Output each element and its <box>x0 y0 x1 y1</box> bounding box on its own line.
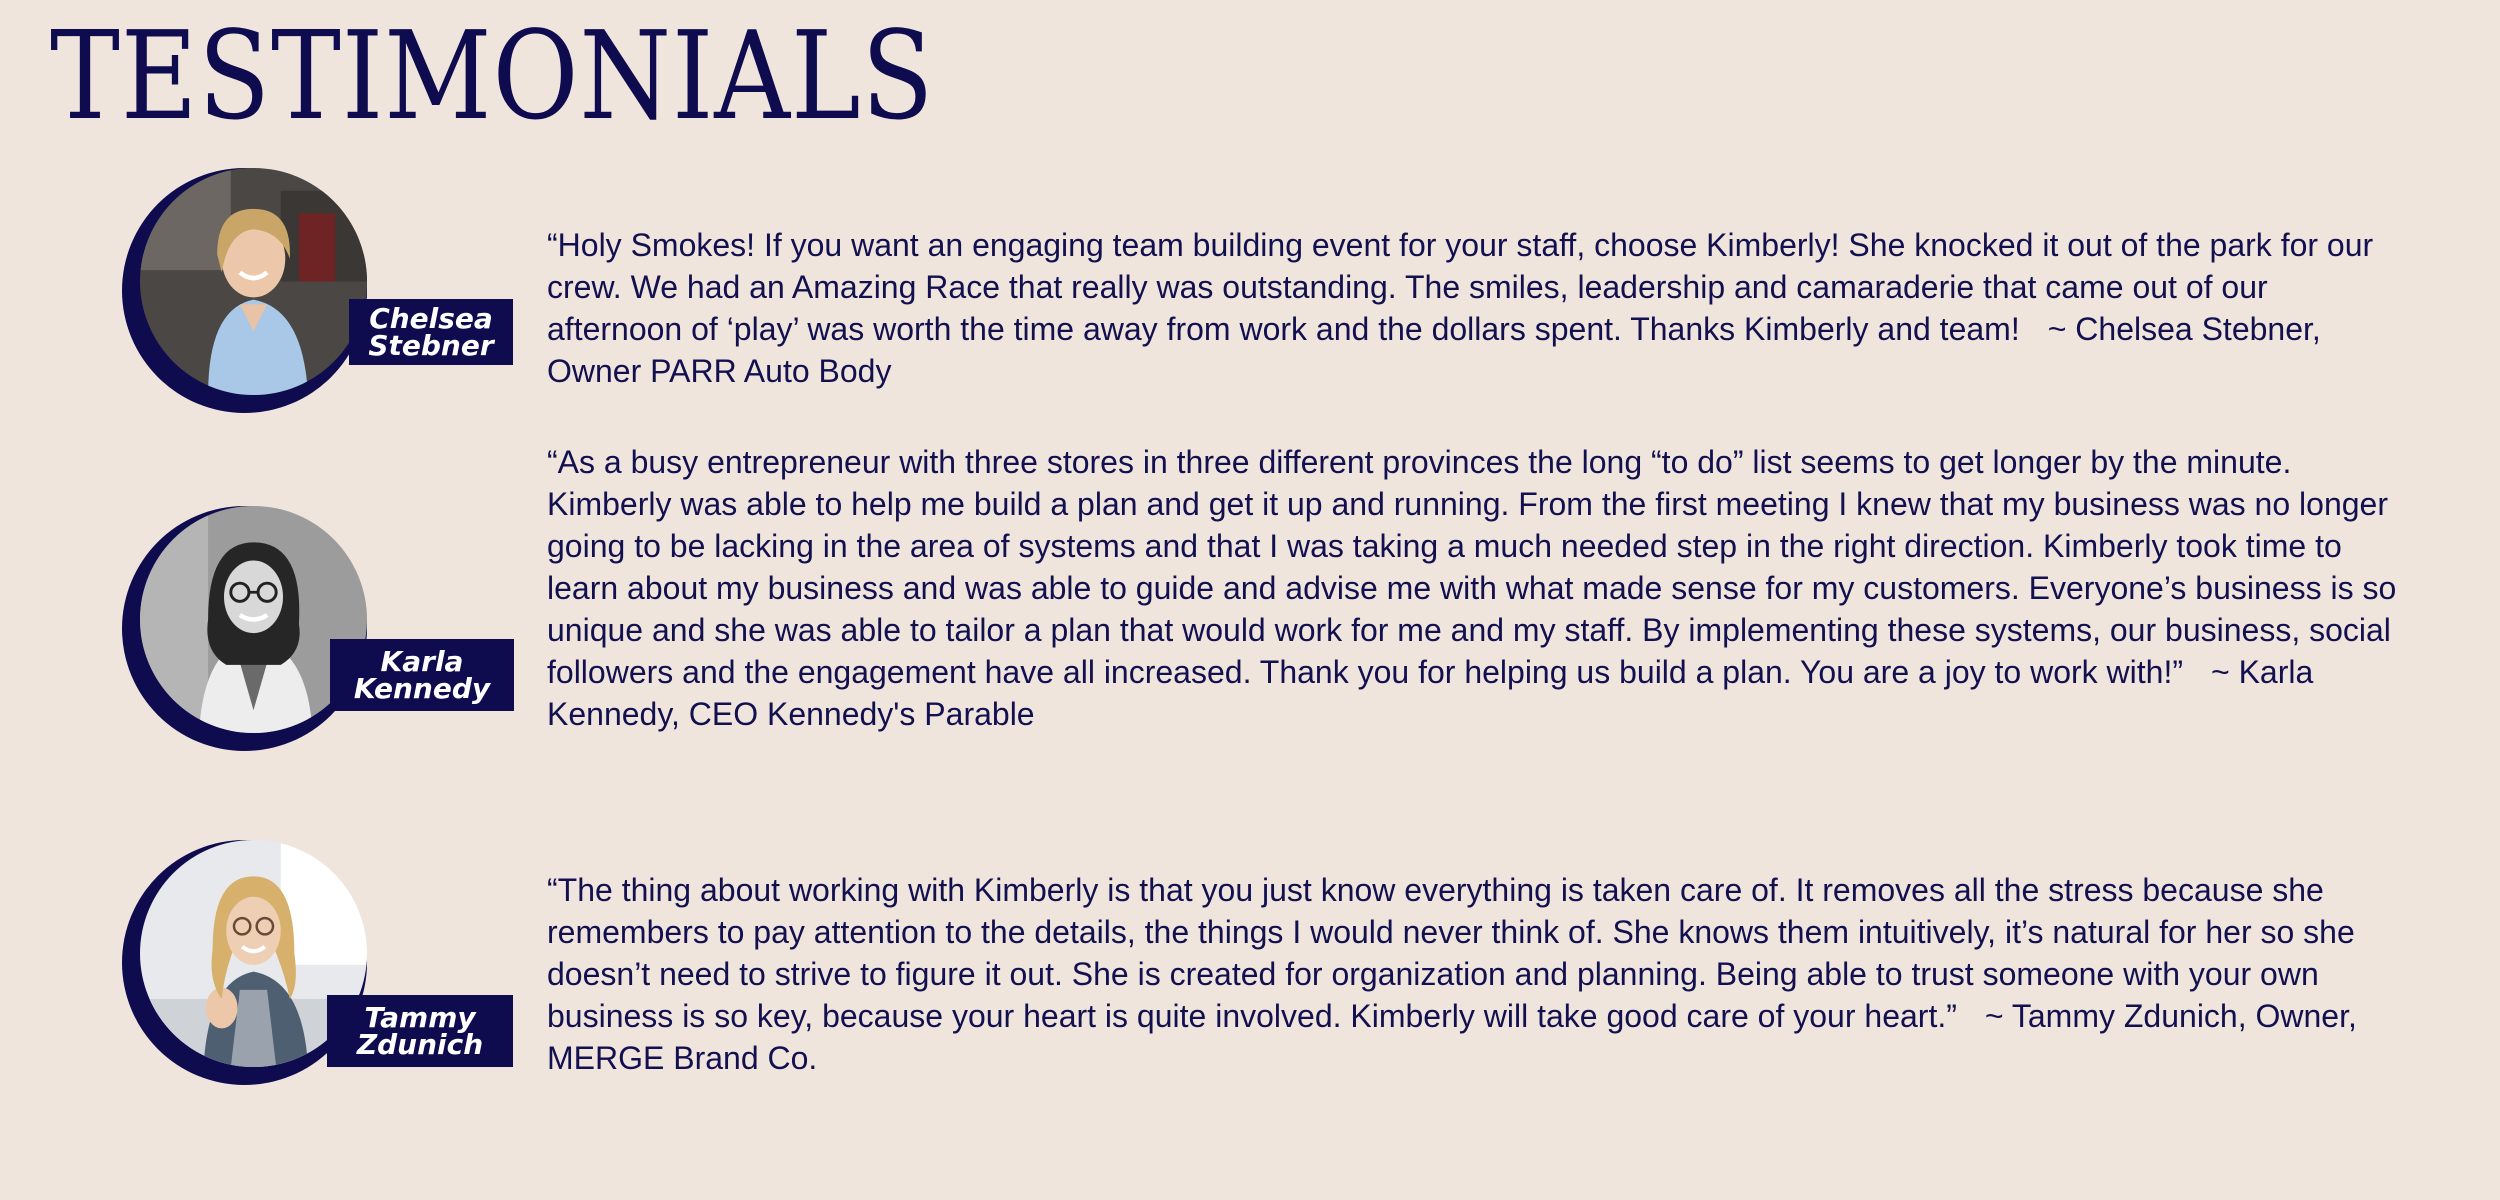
woman-portrait-blue-shirt-icon <box>140 168 367 395</box>
testimonial-quote-tammy <box>547 869 2397 1079</box>
name-tag-first: Chelsea <box>369 302 493 335</box>
name-tag-first: Karla <box>380 645 464 678</box>
quote-text: “The thing about working with Kimberly is that you just know everything is taken care of. It removes all the stress because she remembers to pay attention to the details, the things I would never think of. She knows them intuitively, it’s natural for her so she doesn’t need to strive to figure it out. She is created for organization and planning. Being able to trust someone with your own business is so key, because your heart is quite involved. Kimberly will take good care of your heart.” <box>547 872 2355 1034</box>
name-tag-last: Stebner <box>368 329 494 362</box>
avatar-karla <box>122 506 367 751</box>
testimonial-quote-chelsea <box>547 224 2397 392</box>
testimonial-quote-karla <box>547 441 2397 735</box>
avatar-chelsea <box>122 168 367 413</box>
quote-attribution: ~ Chelsea Stebner, Owner PARR Auto Body <box>547 311 2321 389</box>
quote-attribution: ~ Tammy Zdunich, Owner, MERGE Brand Co. <box>547 998 2357 1076</box>
name-tag-first: Tammy <box>364 1001 476 1034</box>
name-tag-karla <box>330 639 514 711</box>
page-title: TESTIMONIALS <box>50 5 935 147</box>
quote-text: “Holy Smokes! If you want an engaging team building event for your staff, choose Kimberly! She knocked it out of the park for our crew. We had an Amazing Race that really was outstanding. The smiles, leadership and camaraderie that came out of our afternoon of ‘play’ was worth the time away from work and the dollars spent. Thanks Kimberly and team! <box>547 227 2374 347</box>
name-tag-chelsea <box>349 299 513 365</box>
quote-attribution: ~ Karla Kennedy, CEO Kennedy's Parable <box>547 654 2314 732</box>
name-tag-last: Zdunich <box>356 1028 484 1061</box>
name-tag-tammy <box>327 995 513 1067</box>
quote-text: “As a busy entrepreneur with three stores in three different provinces the long “to do” list seems to get longer by the minute. Kimberly was able to help me build a plan and get it up and running. From the first meeting I knew that my business was no longer going to be lacking in the area of systems and that I was taking a much needed step in the right direction. Kimberly took time to learn about my business and was able to guide and advise me with what made sense for my customers. Everyone’s business is so unique and she was able to tailor a plan that would work for me and my staff. By implementing these systems, our business, social followers and the engagement have all increased. Thank you for helping us build a plan. You are a joy to work with!” <box>547 444 2397 690</box>
name-tag-last: Kennedy <box>353 672 491 705</box>
